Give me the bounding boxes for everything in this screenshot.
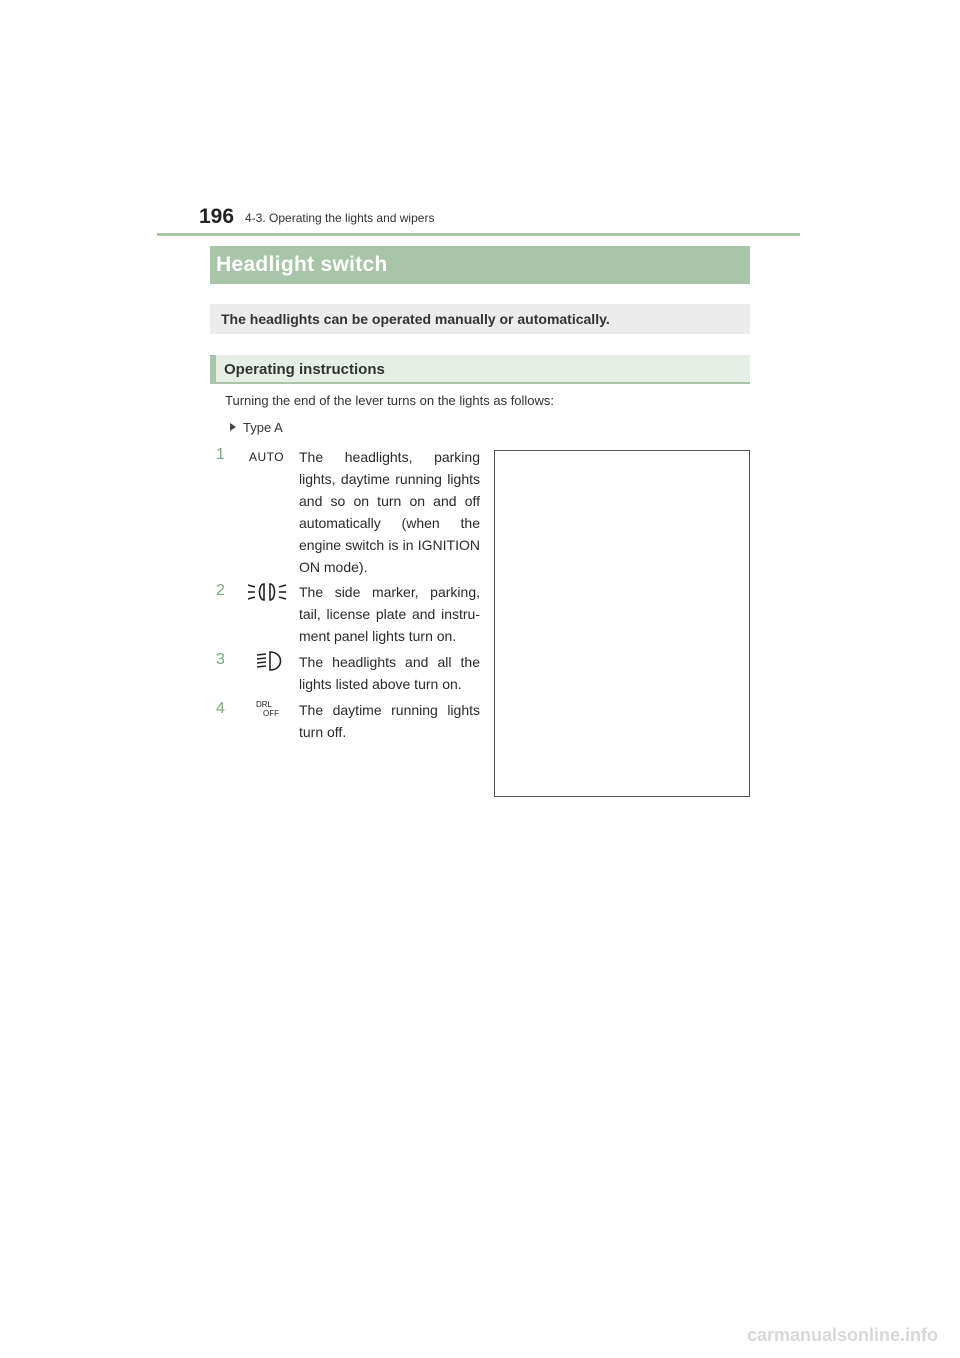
type-label-text: Type A <box>243 420 283 435</box>
type-label <box>230 420 283 435</box>
body-text: Turning the end of the lever turns on the lights as follows: <box>225 393 555 408</box>
off-label: OFF <box>263 709 279 718</box>
side-marker-lights-icon <box>247 581 287 608</box>
auto-icon: AUTO <box>249 450 285 464</box>
headlight-icon <box>256 650 284 677</box>
item-text-4: The daytime running lights turn off. <box>299 702 480 740</box>
item-number-3: 3 <box>216 651 225 668</box>
item-text-3: The headlights and all the lights listed above turn on. <box>299 654 480 692</box>
item-number-4-text: 4 <box>216 700 225 717</box>
item-text-1: The headlights, parking lights, daytime running lights and so on turn on and off automatically (when the engine switch is in IGNITION ON mode). <box>299 449 480 575</box>
watermark: carmanualsonline.info <box>746 1325 938 1345</box>
page-title: Headlight switch <box>210 246 750 284</box>
page-number: 196 <box>199 205 235 228</box>
section-title: 4-3. Operating the lights and wipers <box>245 211 435 225</box>
item-number-2: 2 <box>216 582 225 599</box>
item-text-2: The side marker, parking, tail, license plate and instru-ment panel lights turn on. <box>299 584 480 644</box>
drl-off-icon <box>256 700 279 718</box>
item-number-4 <box>216 700 225 718</box>
drl-label: DRL <box>256 700 273 709</box>
subheading: Operating instructions <box>210 355 750 384</box>
header-divider <box>157 233 800 236</box>
item-number-1: 1 <box>216 446 225 463</box>
triangle-bullet-icon <box>230 423 236 431</box>
figure-placeholder <box>494 450 750 797</box>
intro-text: The headlights can be operated manually or automatically. <box>210 304 750 334</box>
